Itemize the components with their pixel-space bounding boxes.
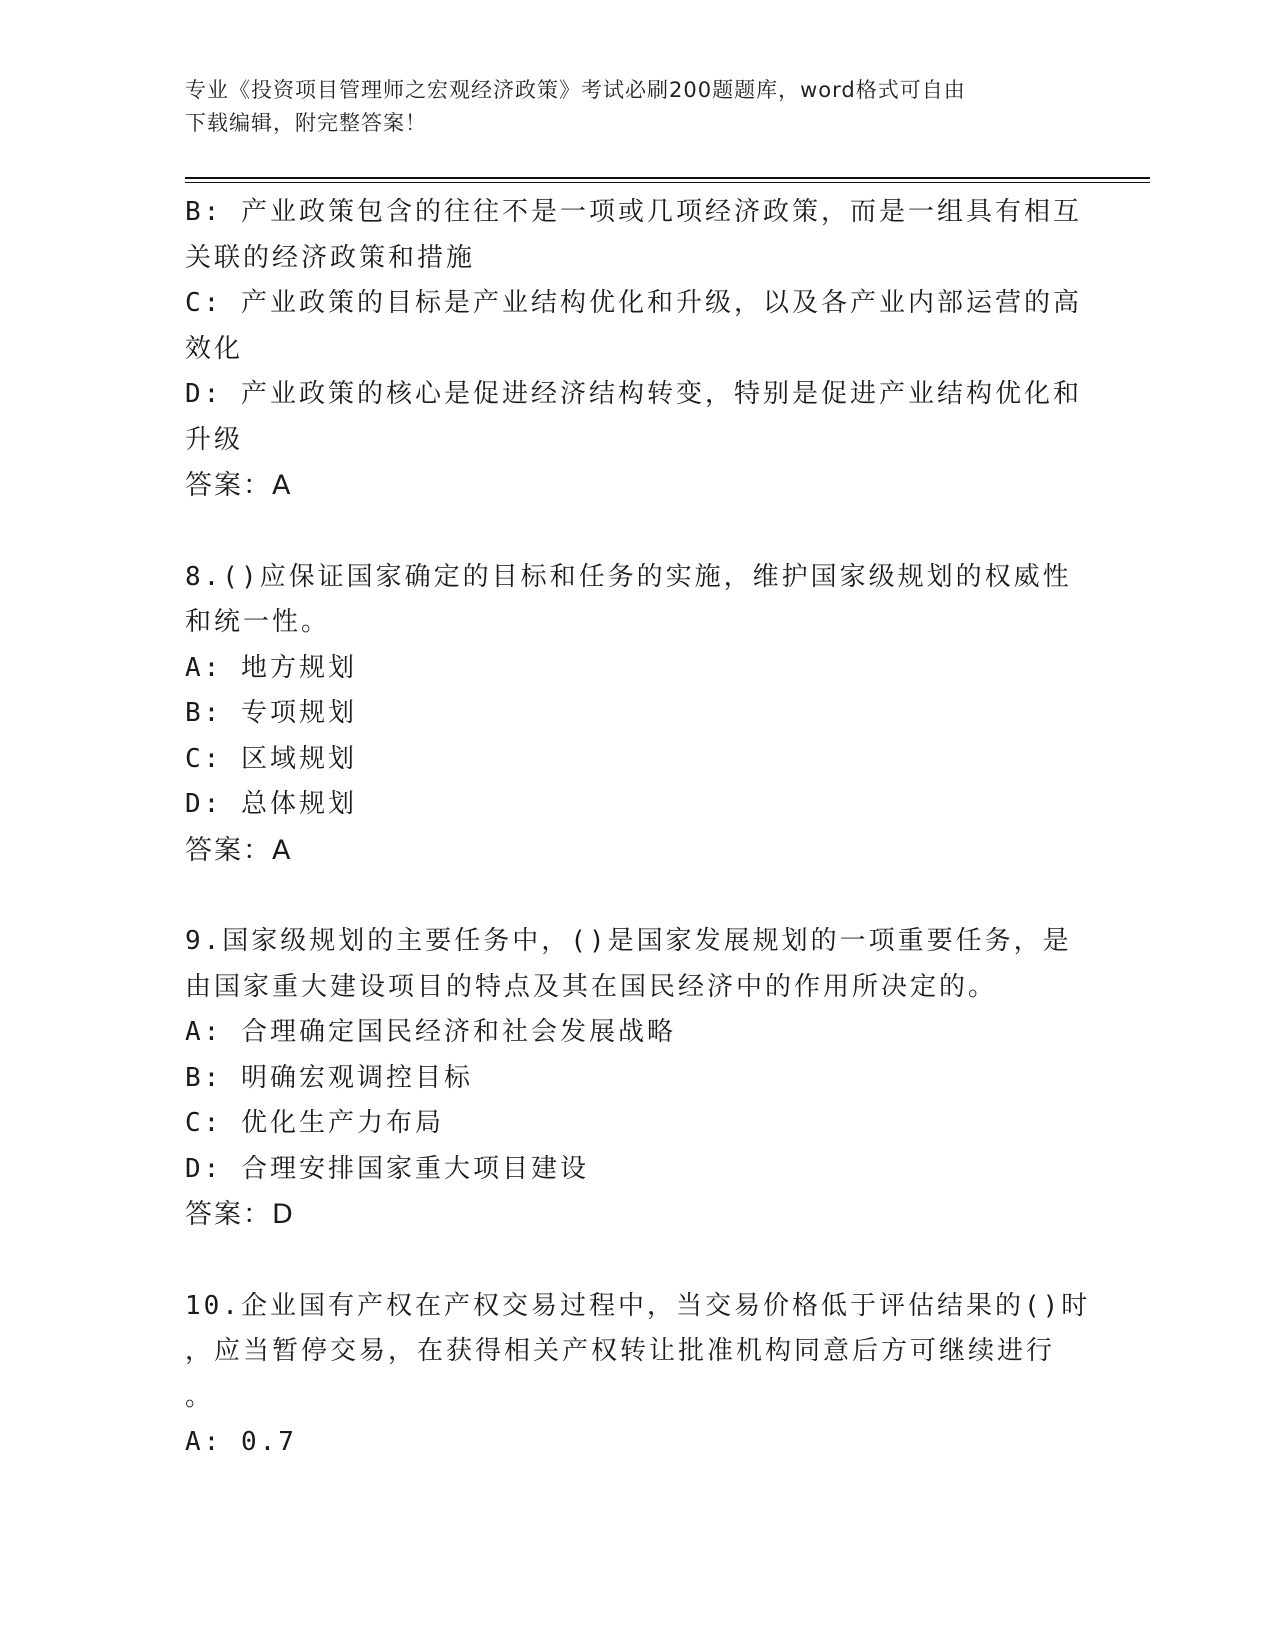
question-8 xyxy=(185,555,1085,874)
header-line-1: 专业《投资项目管理师之宏观经济政策》考试必刷200题题库，word格式可自由 xyxy=(185,78,966,102)
question-10 xyxy=(185,1284,1091,1466)
option-c: C: 优化生产力布局 xyxy=(185,1108,444,1138)
option-b: B: 专项规划 xyxy=(185,698,357,728)
option-b-line-1: B: 产业政策包含的往往不是一项或几项经济政策，而是一组具有相互 xyxy=(185,197,1082,227)
option-d-line-1: D: 产业政策的核心是促进经济结构转变，特别是促进产业结构优化和 xyxy=(185,379,1082,409)
answer-line: 答案：A xyxy=(185,470,293,501)
option-c-line-1: C: 产业政策的目标是产业结构优化和升级，以及各产业内部运营的高 xyxy=(185,288,1082,318)
option-d: D: 合理安排国家重大项目建设 xyxy=(185,1153,589,1184)
option-d-line-2: 升级 xyxy=(185,424,244,455)
question-stem-line-2: 和统一性。 xyxy=(185,607,331,637)
option-a: A: 合理确定国民经济和社会发展战略 xyxy=(185,1017,676,1047)
document-header xyxy=(185,74,1065,140)
question-stem-line-1: 8.()应保证国家确定的目标和任务的实施，维护国家级规划的权威性 xyxy=(185,561,1072,592)
question-stem-line-3: 。 xyxy=(185,1381,215,1412)
question-stem-line-2: 由国家重大建设项目的特点及其在国民经济中的作用所决定的。 xyxy=(185,971,998,1002)
question-9 xyxy=(185,919,1085,1238)
option-a: A: 0.7 xyxy=(185,1427,297,1457)
option-c: C: 区域规划 xyxy=(185,743,357,774)
question-content xyxy=(185,190,1091,1466)
answer-line: 答案：A xyxy=(185,834,293,866)
header-rule-thick xyxy=(185,177,1150,179)
question-stem-line-1: 10.企业国有产权在产权交易过程中，当交易价格低于评估结果的()时 xyxy=(185,1290,1091,1321)
option-a: A: 地方规划 xyxy=(185,652,357,683)
option-b: B: 明确宏观调控目标 xyxy=(185,1062,473,1093)
question-7-continued xyxy=(185,190,1085,509)
option-b-line-2: 关联的经济政策和措施 xyxy=(185,242,476,273)
question-stem-line-2: ，应当暂停交易，在获得相关产权转让批准机构同意后方可继续进行 xyxy=(185,1336,1056,1366)
option-c-line-2: 效化 xyxy=(185,333,244,364)
header-line-2: 下载编辑，附完整答案！ xyxy=(185,111,427,135)
header-rule-thin xyxy=(185,182,1150,183)
option-d: D: 总体规划 xyxy=(185,789,357,819)
answer-line: 答案：D xyxy=(185,1199,295,1230)
question-stem-line-1: 9.国家级规划的主要任务中，()是国家发展规划的一项重要任务，是 xyxy=(185,926,1072,956)
